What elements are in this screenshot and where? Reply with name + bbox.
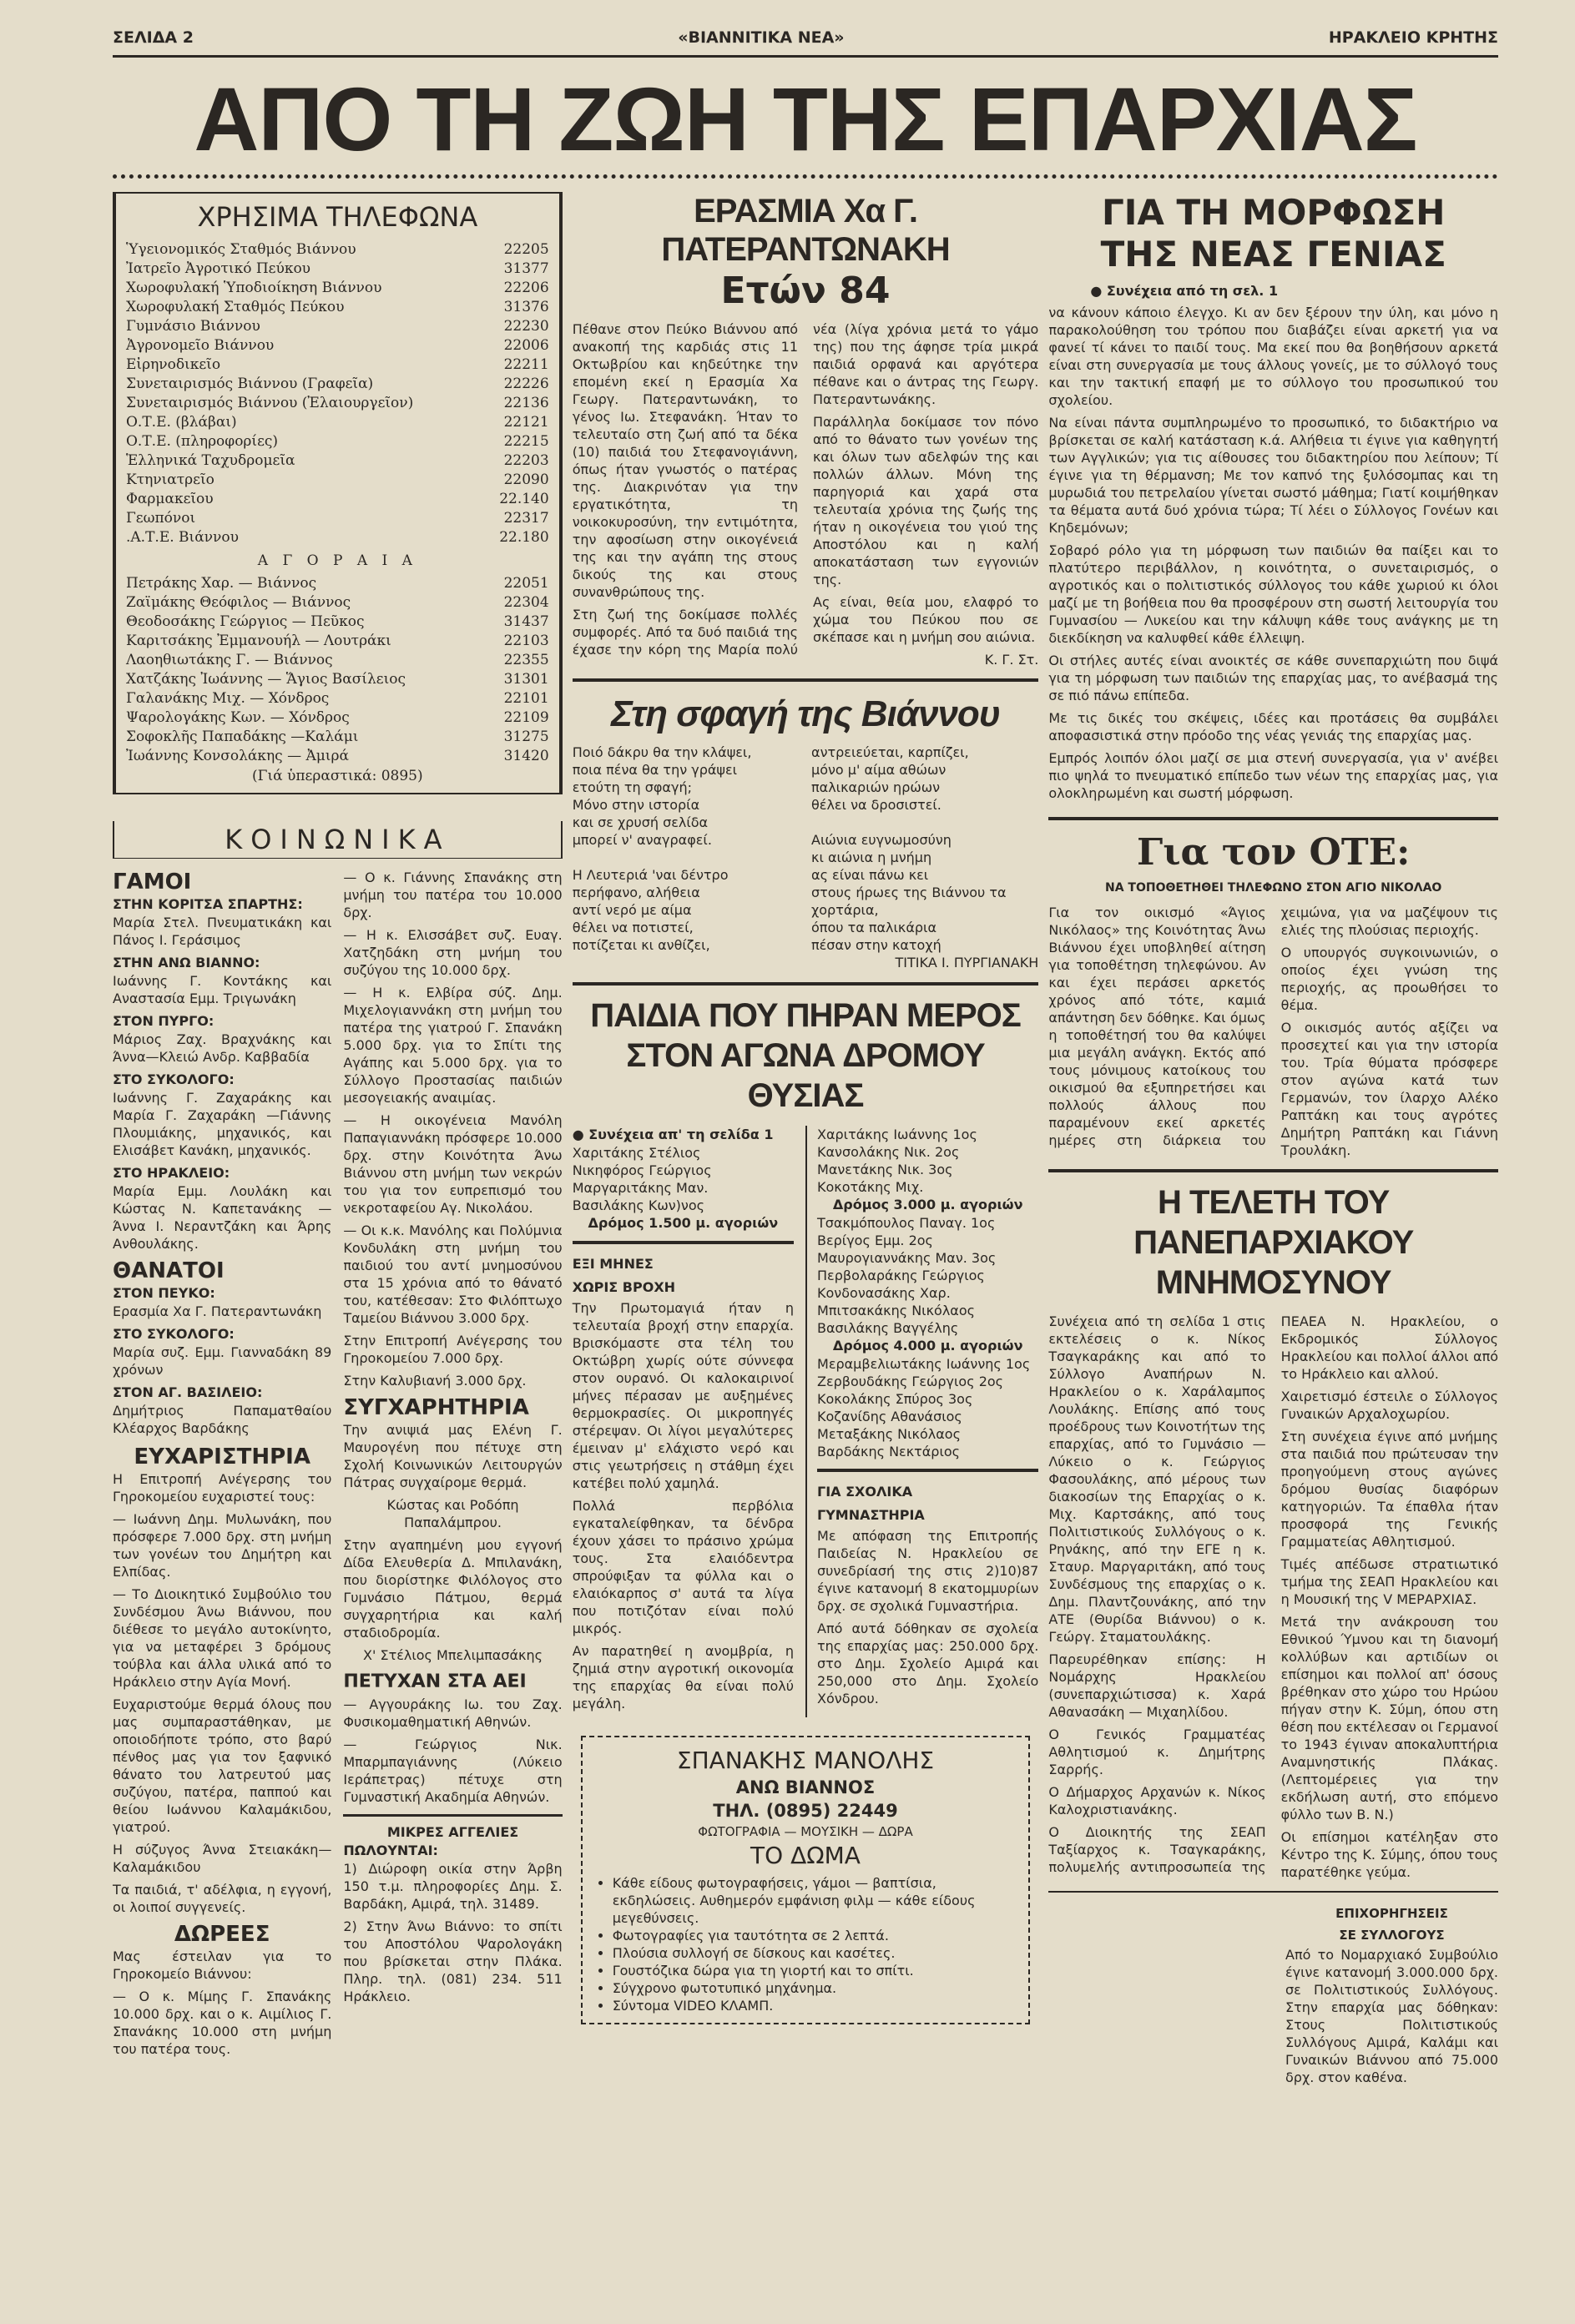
newspaper-name: «ΒΙΑΝΝΙΤΙΚΑ ΝΕΑ» [678, 28, 845, 47]
poem-title: Στη σφαγή της Βιάννου [611, 693, 1000, 734]
ad-name: ΣΠΑΝΑΚΗΣ ΜΑΝΟΛΗΣ [676, 1747, 935, 1774]
congrats-text: Την ανιψιά μας Ελένη Γ. Μαυρογένη που πέτυχε στη Σχολή Κοινωνικών Λειτουργών Πάτρας συγχαίρομε θερμά. [343, 1422, 563, 1490]
ad-bullet: • Φωτογραφίες για ταυτότητα σε 2 λεπτά. [613, 1927, 1017, 1944]
page-banner: ΑΠΟ ΤΗ ΖΩΗ ΤΗΣ ΕΠΑΡΧΙΑΣ [194, 68, 1417, 169]
phone-row [126, 298, 549, 317]
phone-number: 22355 [503, 652, 549, 668]
ote-subtitle: ΝΑ ΤΟΠΟΘΕΤΗΘΕΙ ΤΗΛΕΦΩΝΟ ΣΤΟΝ ΑΓΙΟ ΝΙΚΟΛΑΟ [1105, 881, 1442, 895]
thanks-text: — Το Διοικητικό Συμβούλιο του Συνδέσμου Άνω Βιάννου, που διέθεσε το μεγάλο αυτοκίνητο, για να μεταφέρει 3 δρόμους τούβλα και άλλα υλικά από το Ηράκλειο στην Αγία Μονή. [113, 1586, 332, 1690]
thanks-text: Η σύζυγος Άννα Στειακάκη—Καλαμάκιδου [113, 1842, 332, 1875]
poem [573, 692, 1039, 972]
drought-paragraph: Πολλά περβόλια εγκαταλείφθηκαν, τα δένδρα έχουν χάσει το πράσινο χρώμα τους. Στα ελαιόδεντρα σπρούφιξαν τα φύλλα και ο ελαιόκαρπος σ' αυτά τα λίγα που ποτιζόταν είναι πολύ μικρός. [572, 1498, 795, 1636]
phone-row [126, 593, 549, 613]
continued-note: ● Συνέχεια από τη σελ. 1 [1090, 283, 1279, 299]
classified-item: 1) Διώροφη οικία στην Άρβη 150 τ.μ. πληροφορίες Δημ. Σ. Βαρδάκη, Αμιρά, τηλ. 31489. [343, 1861, 563, 1912]
ad-bullet: • Κάθε είδους φωτογραφήσεις, γάμοι — βαπτίσια, εκδηλώσεις. Αυθημερόν εμφάνιση φιλμ — κάθε είδους μεγεθύνσεις. [613, 1874, 1017, 1927]
phone-row [126, 451, 549, 471]
divider [817, 1469, 1038, 1472]
donation-text: — Ο κ. Γιάννης Σπανάκης στη μνήμη του πατέρα του 10.000 δρχ. [343, 870, 563, 920]
ote-paragraph: Ο οικισμός αυτός αξίζει να προσεχτεί και για την ιστορία του. Τρία θύματα πρόσφερε στον αγώνα κατά των Γερμανών, τον ίλαρχο Αλέκο Ραπτάκη και τους αγρότες Δημήτρη Ραπτάκη και Γιάννη Τρουλάκη. [1280, 1020, 1499, 1158]
donation-text: — Η κ. Ελισσάβετ συζ. Ευαγ. Χατζηδάκη στη μνήμη του συζύγου της 10.000 δρχ. [343, 927, 563, 978]
runner-name: Κονδονασάκης Χαρ. [817, 1285, 951, 1301]
thanks-text: Η Επιτροπή Ανέγερσης του Γηροκομείου ευχαριστεί τους: [113, 1471, 332, 1505]
ad-bullet: • Σύντομα VIDEO ΚΛΑΜΠ. [613, 1997, 1017, 2014]
useful-phones-box [113, 192, 563, 794]
phone-number: 22226 [503, 376, 549, 392]
education-paragraph: Σοβαρό ρόλο για τη μόρφωση των παιδιών θα παίξει και το πλατύτερο περιβάλλον, η κοινότητα, ο συνεταιρισμός, ο αγροτικός και ο πολιτιστικός σύλλογος του κάθε χωριού κι όλοι μαζί με τη βοήθεια που θα προσφέρουν στη σωστή λειτουργία του Γυμνασίου — Λυκείου και την κάλυψη κάθε τους ανάγκης με τη διεκδίκηση να καλυφθεί κάθε έλλειψη. [1048, 542, 1499, 646]
race-heading: Δρόμος 4.000 μ. αγοριών [832, 1338, 1023, 1354]
phone-number: 31301 [503, 671, 549, 688]
divider [1048, 1169, 1498, 1172]
classifieds-title: ΜΙΚΡΕΣ ΑΓΓΕΛΙΕΣ [386, 1824, 519, 1840]
phone-row [126, 260, 549, 279]
weddings-title: ΓΑΜΟΙ [113, 870, 192, 895]
race-heading: Δρόμος 3.000 μ. αγοριών [832, 1197, 1023, 1212]
phone-row [126, 632, 549, 651]
runner-name: Κοζανίδης Αθανάσιος [817, 1409, 962, 1424]
phone-name: Γεωπόνοι [126, 510, 196, 527]
phone-number: 22121 [503, 414, 549, 431]
ceremony-paragraph: Ο Γενικός Γραμματέας Αθλητισμού κ. Δημήτρης Σαρρής. [1048, 1727, 1266, 1777]
congrats-title: ΣΥΓΧΑΡΗΤΗΡΙΑ [343, 1395, 529, 1420]
phone-row [126, 413, 549, 432]
entry-text: Μαρία Εμμ. Λουλάκη και Κώστας Ν. Καπετανάκης — Άννα Ι. Νεραντζάκη και Άρης Ανθουλάκης. [113, 1183, 332, 1252]
education-paragraph: Εμπρός λοιπόν όλοι μαζί σε μια στενή συνεργασία, για ν' ανέβει πιο ψηλά το πνευματικό επίπεδο των νέων της επαρχίας μας, για ολοκληρωμένη και σωστή μόρφωση. [1048, 750, 1499, 801]
phone-number: 22215 [503, 433, 549, 450]
phone-name: Λαοηθιωτάκης Γ. — Βιάννος [126, 652, 333, 668]
phone-row [126, 490, 549, 509]
gyms-article [817, 1480, 1038, 1707]
phone-row [126, 355, 549, 375]
divider [1048, 1891, 1498, 1893]
ceremony-body [1048, 1313, 1498, 1881]
phones-list [126, 240, 549, 547]
deaths-title: ΘΑΝΑΤΟΙ [113, 1258, 225, 1283]
donation-text: — Η κ. Ελβίρα σύζ. Δημ. Μιχελογιαννάκη στη μνήμη του πατέρα της γιατρού Γ. Σπανάκη 5.000 δρχ. για το Σπίτι της Αγάπης και 5.000 δρχ. για το Σύλλογο Προστασίας παιδιών μεσογειακής αναιμίας. [343, 985, 563, 1106]
ote-article [1048, 830, 1498, 1159]
race-left [573, 1126, 794, 1233]
entry-place: ΣΤΗΝ ΚΟΡΙΤΣΑ ΣΠΑΡΤΗΣ: [113, 896, 303, 912]
runner-name: Μεταξάκης Νικόλαος [817, 1426, 961, 1442]
runner-name: Μπιτσακάκης Νικόλαος [817, 1303, 976, 1318]
social-left-column [113, 869, 331, 2063]
obituary-title: ΕΡΑΣΜΙΑ Χα Γ. ΠΑΤΕΡΑΝΤΩΝΑΚΗ [661, 193, 950, 268]
education-paragraph: να κάνουν κάποιο έλεγχο. Κι αν δεν ξέρουν την ύλη, και μόνο η παρακολούθηση του τρόπου που διαβάζει είναι αρκετή για να φανεί τί κάνει το παιδί τους. Μα εκεί που θα βοηθήσουν αρκετά είναι στη συνεργασία με τους άλλους γονείς, με το σύλλογό τους και την τακτική επαφή με το σύλλογο του προσωπικού του σχολείου. [1048, 305, 1499, 408]
taxis-list [126, 574, 549, 766]
social-title: ΚΟΙΝΩΝΙΚΑ [113, 821, 563, 859]
social-right-column [343, 869, 562, 2063]
divider [573, 678, 1039, 682]
phone-row [126, 375, 549, 394]
gyms-paragraph: Από αυτά δόθηκαν σε σχολεία της επαρχίας μας: 250.000 δρχ. στο Δημ. Σχολείο Αμιρά και 250,000 στο Δημ. Σχολείο Χόνδρου. [817, 1621, 1039, 1706]
drought-paragraph: Την Πρωτομαγιά ήταν η τελευταία βροχή στην επαρχία. Βρισκόμαστε στα τέλη του Οκτώβρη χωρίς ούτε σύννεφα στον ουρανό. Οι καλοκαιρινοί μήνες πέρασαν με αυξημένες θερμοκρασίες. Οι μικροπηγές στέρεψαν. Οι λίγοι μεγαλύτερες έμειναν μ' ελάχιστο νερό και στις γεωτρήσεις η στάθμη έχει κατέβει πολύ χαμηλά. [572, 1300, 795, 1491]
race-title-line: ΣΤΟΝ ΑΓΩΝΑ ΔΡΟΜΟΥ ΘΥΣΙΑΣ [626, 1037, 985, 1114]
entry-place: ΣΤΟΝ ΠΥΡΓΟ: [113, 1013, 215, 1029]
thanks-text: Τα παιδιά, τ' αδέλφια, η εγγονή, οι λοιποί συγγενείς. [113, 1882, 332, 1915]
phone-name: Ἰατρεῖο Ἀγροτικό Πεύκου [126, 260, 311, 277]
phone-row [126, 240, 549, 260]
aei-text: — Αγγουράκης Ιω. του Ζαχ. Φυσικομαθηματική Αθηνών. [343, 1696, 563, 1730]
column-2 [573, 192, 1039, 2024]
ceremony-paragraph: Στη συνέχεια έγινε από μνήμης στα παιδιά που πρώτευσαν την προηγούμενη στους αγώνες δρόμου θυσίας διαφόρων κατηγοριών. Τα έπαθλα ήταν προσφορά της Γενικής Γραμματείας Αθλητισμού. [1280, 1429, 1499, 1550]
phone-row [126, 708, 549, 728]
donation-text: Στην Καλυβιανή 3.000 δρχ. [343, 1373, 527, 1389]
runner-name: Κοκολάκης Σπύρος 3ος [817, 1391, 973, 1407]
phone-row [126, 651, 549, 670]
entry-place: ΣΤΟ ΗΡΑΚΛΕΙΟ: [113, 1165, 230, 1181]
phone-number: 22136 [503, 395, 549, 411]
congrats-text: Κώστας και Ροδόπη Παπαλάμπρου. [386, 1497, 519, 1530]
place-name: ΗΡΑΚΛΕΙΟ ΚΡΗΤΗΣ [1328, 28, 1498, 47]
grants-paragraph: Από το Νομαρχιακό Συμβούλιο έγινε κατανομή 3.000.000 δρχ. σε Πολιτιστικούς Συλλόγους. Στην επαρχία μας δόθηκαν: Στους Πολιτιστικούς Συλλόγους Αμιρά, Καλάμι και Γυναικών Βιάννου από 75.000 δρχ. στον καθένα. [1285, 1947, 1499, 2085]
runner-name: Βασιλάκης Βαγγέλης [817, 1320, 959, 1336]
drought-paragraph: Αν παρατηθεί η ανομβρία, η ζημιά στην αγροτική οικονομία της επαρχίας θα είναι πολύ μεγάλη. [572, 1643, 795, 1711]
entry-place: ΣΤΟ ΣΥΚΟΛΟΓΟ: [113, 1071, 235, 1087]
ceremony-paragraph: Τιμές απέδωσε στρατιωτικό τμήμα της ΣΕΑΠ Ηρακλείου και η Μουσική της V ΜΕΡΑΡΧΙΑΣ. [1280, 1556, 1499, 1607]
runner-name: Μαργαριτάκης Μαν. [572, 1180, 709, 1196]
ceremony-paragraph: Ο Δήμαρχος Αρχανών κ. Νίκος Καλοχριστιανάκης. [1048, 1784, 1266, 1817]
entry-text: Ερασμία Χα Γ. Πατεραντωνάκη [113, 1303, 322, 1319]
phone-number: 31420 [503, 748, 549, 764]
phone-number: 22103 [503, 633, 549, 649]
phone-row [126, 471, 549, 490]
phone-number: 22101 [503, 690, 549, 707]
banner-divider [113, 174, 1498, 184]
entry-place: ΣΤΟΝ ΑΓ. ΒΑΣΙΛΕΙΟ: [113, 1384, 263, 1400]
runner-name: Βασιλάκης Κων)νος [572, 1197, 705, 1213]
entry-text: Ιωάννης Γ. Κοντάκης και Αναστασία Εμμ. Τριγωνάκη [113, 973, 332, 1006]
obituary-paragraph: Στη ζωή της δοκίμασε πολλές συμφορές. Από τα δυό παιδιά της έχασε την κόρη της Μαρία πολύ νέα (λίγα χρόνια μετά το γάμο της) που της άφησε τρία μικρά παιδιά ορφανά και αργότερα πέθανε και ο άντρας της Γεωργ. Πατεραντωνάκης. [572, 321, 1039, 658]
congrats-text: Στην αγαπημένη μου εγγονή Δίδα Ελευθερία Δ. Μπιλανάκη, που διορίστηκε Φιλόλογος στο Γυμνάσιο Πάτμου, θερμά συγχαρητήρια και καλή σταδιοδρομία. [343, 1537, 563, 1641]
ceremony-paragraph: Μετά την ανάκρουση του Εθνικού Ύμνου και τη διανομή κολλύβων και αρτιδίων οι επίσημοι και πολλοί απ' όσους βρέθηκαν στο χώρο του Ηρώου πήγαν στην Κ. Σύμη, όπου στη θέση που εκτέλεσαν οι Γερμανοί το 1943 έγιναν αποκαλυπτήρια Αναμνηστικής Πλάκας. (Λεπτομέρειες για την εκδήλωση αυτή, στο επόμενο φύλλο των Β. Ν.) [1280, 1614, 1499, 1822]
phone-number: 22006 [503, 337, 549, 354]
phone-number: 22090 [503, 471, 549, 488]
ad-place: ΑΝΩ ΒΙΑΝΝΟΣ [735, 1777, 876, 1797]
runner-name: Περβολαράκης Γεώργιος [817, 1268, 985, 1283]
column-1 [113, 192, 563, 2063]
grants-article [1285, 1903, 1498, 2091]
entry-text: Δημήτριος Παπαματθαίου Κλέαρχος Βαρδάκης [113, 1403, 332, 1436]
ad-services: ΦΩΤΟΓΡΑΦΙΑ — ΜΟΥΣΙΚΗ — ΔΩΡΑ [698, 1824, 913, 1839]
phone-name: Χωροφυλακή Σταθμός Πεύκου [126, 299, 345, 315]
ceremony-paragraph: Παρευρέθηκαν επίσης: Η Νομάρχης Ηρακλείου (συνεπαρχιώτισσα) κ. Χαρά Αθανασάκη — Μιχαηλίδου. [1048, 1651, 1266, 1720]
race-section [573, 1126, 1039, 1717]
divider [573, 982, 1039, 986]
runner-name: Κοκοτάκης Μιχ. [817, 1179, 924, 1195]
ceremony-paragraph: Χαιρετισμό έστειλε ο Σύλλογος Γυναικών Αρχαλοχωρίου. [1280, 1389, 1499, 1422]
gyms-paragraph: Με απόφαση της Επιτροπής Παιδείας Ν. Ηρακλείου σε συνεδρίασή της στις 2)10)87 έγινε κατανομή 8 εκατομμυρίων δρχ. σε σχολικά Γυμναστήρια. [817, 1528, 1039, 1614]
phone-name: Γαλανάκης Μιχ. — Χόνδρος [126, 690, 330, 707]
ad-bullet: • Πλούσια συλλογή σε δίσκους και κασέτες. [613, 1944, 1017, 1962]
phone-number: 22317 [503, 510, 549, 527]
phone-row [126, 509, 549, 528]
aei-text: — Γεώργιος Νικ. Μπαρμπαγιάννης (Λύκειο Ιεράπετρας) πέτυχε στη Γυμναστική Ακαδημία Αθηνών. [343, 1737, 563, 1805]
page-header [113, 28, 1498, 58]
ad-bullet: • Γουστόζικα δώρα για τη γιορτή και το σπίτι. [613, 1962, 1017, 1979]
classified-item: 2) Στην Άνω Βιάννο: το σπίτι του Αποστόλου Ψαρολογάκη που βρίσκεται στην Πλάκα. Πληρ. τηλ. (081) 234. 511 Ηράκλειο. [343, 1918, 563, 2004]
phone-number: 31275 [503, 728, 549, 745]
race-left-and-articles [573, 1126, 794, 1717]
runner-name: Χαριτάκης Στέλιος [572, 1145, 701, 1161]
phone-name: Χωροφυλακή Ὑποδιοίκηση Βιάννου [126, 280, 382, 296]
classifieds-subtitle: ΠΩΛΟΥΝΤΑΙ: [343, 1843, 438, 1858]
donation-text: — Η οικογένεια Μανόλη Παπαγιαννάκη πρόσφερε 10.000 δρχ. στην Κοινότητα Άνω Βιάννου στη μνήμη των νεκρών του για τον ευπρεπισμό του νεκροταφείου Αγ. Νικολάου. [343, 1112, 563, 1216]
classifieds [343, 1814, 562, 2005]
obituary-paragraph: Παράλληλα δοκίμασε τον πόνο από το θάνατο των γονέων της και όλων των αδελφών της και πολλών άλλων. Μόνη της παρηγοριά και χαρά στα τελευταία χρόνια της ζωής της ήταν η οικογένεια του γιού της Αποστόλου και η καλή αποκατάσταση των εγγονιών της. [813, 414, 1039, 587]
education-paragraph: Με τις δικές του σκέψεις, ιδέες και προτάσεις θα συμβάλει αποφασιστικά στην πρόοδο της νέας γενιάς της επαρχίας μας. [1048, 710, 1499, 744]
entry-place: ΣΤΟ ΣΥΚΟΛΟΓΟ: [113, 1326, 235, 1342]
ceremony-title-line: ΠΑΝΕΠΑΡΧΙΑΚΟΥ ΜΝΗΜΟΣΥΝΟΥ [1133, 1224, 1414, 1301]
entry-text: Μαρία Στελ. Πνευματικάκη και Πάνος Ι. Γεράσιμος [113, 915, 332, 948]
column-3 [1048, 192, 1498, 2091]
social-section [113, 869, 563, 2063]
phone-number: 22109 [503, 709, 549, 726]
phone-row [126, 336, 549, 355]
phone-name: Συνεταιρισμός Βιάννου (Ἐλαιουργεῖον) [126, 395, 414, 411]
phone-name: Φαρμακεῖου [126, 491, 214, 507]
ad-shop: ΤΟ ΔΩΜΑ [750, 1842, 861, 1869]
phone-row [126, 747, 549, 766]
phone-name: Σοφοκλῆς Παπαδάκης —Καλάμι [126, 728, 359, 745]
continued-note: ● Συνέχεια απ' τη σελίδα 1 [572, 1127, 774, 1142]
congrats-text: Χ' Στέλιος Μπελιμπασάκης [363, 1647, 543, 1663]
taxi-title: Α Γ Ο Ρ Α Ι Α [257, 552, 417, 569]
phone-name: Εἰρηνοδικεῖο [126, 356, 221, 373]
ote-title: Για τον ΟΤΕ: [1136, 831, 1411, 874]
phone-name: Ψαρολογάκης Κων. — Χόνδρος [126, 709, 350, 726]
ceremony-title-line: Η ΤΕΛΕΤΗ ΤΟΥ [1158, 1184, 1390, 1221]
phone-row [126, 279, 549, 298]
donation-text: Στην Επιτροπή Ανέγερσης του Γηροκομείου 7.000 δρχ. [343, 1333, 563, 1366]
poem-left: Ποιό δάκρυ θα την κλάψει, ποια πένα θα την γράψει ετούτη τη σφαγή; Μόνο στην ιστορία και σε χρυσή σελίδα μπορεί ν' αναγραφεί. Η Λευτεριά 'ναι δέντρο περήφανο, αλήθεια αντί νερό με αίμα θέλει να ποτιστεί, ποτίζεται κι ανθίζει, [572, 744, 752, 953]
race-right-and-articles [805, 1126, 1038, 1717]
race-heading: Δρόμος 1.500 μ. αγοριών [588, 1215, 779, 1231]
phone-name: Καριτσάκης Ἐμμανουήλ — Λουτράκι [126, 633, 391, 649]
phone-name: Κτηνιατρεῖο [126, 471, 215, 488]
race-title [573, 996, 1039, 1116]
phone-name: Ἀγρονομεῖο Βιάννου [126, 337, 275, 354]
obituary-subtitle: Ετών 84 [720, 270, 891, 312]
phone-name: Ἑλληνικά Ταχυδρομεῖα [126, 452, 295, 469]
phone-number: 22304 [503, 594, 549, 611]
education-paragraph: Οι στήλες αυτές είναι ανοικτές σε κάθε συνεπαρχιώτη που διψά για τη μόρφωση των παιδιών της επαρχίας μας, το ανέβασμά της σε πιό πάνω επίπεδα. [1048, 653, 1499, 703]
phones-note: (Γιά ὑπεραστικά: 0895) [252, 768, 423, 784]
phone-row [126, 317, 549, 336]
ceremony-paragraph: Οι επίσημοι κατέληξαν στο Κέντρο της Κ. Σύμης, όπου τους παρατέθηκε γεύμα. [1280, 1829, 1499, 1880]
phone-name: Ο.Τ.Ε. (βλάβαι) [126, 414, 237, 431]
gyms-title: ΓΙΑ ΣΧΟΛΙΚΑ ΓΥΜΝΑΣΤΗΡΙΑ [817, 1484, 925, 1523]
phone-number: 22.180 [499, 529, 549, 546]
entry-place: ΣΤΗΝ ΑΝΩ ΒΙΑΝΝΟ: [113, 955, 260, 970]
phone-name: Χατζάκης Ἰωάννης — Ἅγιος Βασίλειος [126, 671, 406, 688]
phone-name: Ὑγειονομικός Σταθμός Βιάννου [126, 241, 356, 258]
phone-row [126, 528, 549, 547]
continued-text: Συνέχεια απ' τη σελίδα 1 [588, 1127, 774, 1142]
ad-phone: ΤΗΛ. (0895) 22449 [713, 1801, 898, 1821]
aei-title: ΠΕΤΥΧΑΝ ΣΤΑ ΑΕΙ [343, 1671, 527, 1692]
ote-paragraph: Ο υπουργός συγκοινωνιών, ο οποίος έχει γνώση της περιοχής, ας προωθήσει το θέμα. [1280, 945, 1499, 1013]
page-columns [113, 192, 1498, 2091]
divider [573, 1241, 794, 1244]
thanks-text: Ευχαριστούμε θερμά όλους που μας συμπαραστάθηκαν, με οποιοδήποτε τρόπο, στο βαρύ πένθος μας για τον ξαφνικό θάνατο του λατρευτού μας συζύγου, πατέρα, παππού και θείου Ιωάννου Καλαμάκιδου, γιατρού. [113, 1696, 332, 1835]
phone-name: Ζαϊμάκης Θεόφιλος — Βιάννος [126, 594, 351, 611]
phone-number: 22203 [503, 452, 549, 469]
phone-number: 31376 [503, 299, 549, 315]
phone-row [126, 728, 549, 747]
phone-number: 31377 [503, 260, 549, 277]
ad-bullet: • Σύγχρονο φωτοτυπικό μηχάνημα. [613, 1979, 1017, 1997]
drought-title: ΕΞΙ ΜΗΝΕΣ ΧΩΡΙΣ ΒΡΟΧΗ [572, 1256, 676, 1295]
phone-number: 22205 [503, 241, 549, 258]
runner-name: Μαυρογιαννάκης Μαν. 3ος [817, 1250, 997, 1266]
phone-name: Γυμνάσιο Βιάννου [126, 318, 260, 335]
ceremony-paragraph: Ο Διοικητής της ΣΕΑΠ Ταξίαρχος κ. Τσαγκαράκης, πολυμελής αντιπροσωπεία της ΠΕΑΕΑ Ν. Ηρακλείου, ο Εκδρομικός Σύλλογος Ηρακλείου και πολλοί άλλοι από το Ηράκλειο και αλλού. [1048, 1313, 1499, 1875]
runner-name: Χαριτάκης Ιωάννης 1ος [817, 1127, 977, 1142]
phone-row [126, 432, 549, 451]
education-paragraph: Να είναι πάντα συμπληρωμένο το προσωπικό, το διδακτήριο να βρίσκεται σε καλή κατάσταση κ.ά. Αλήθεια τι έγινε για καθηγητή των Αγγλικών; για τις αίθουσες του διδακτηρίου που λείπουν; Τί έγινε για τη θέρμανση; Με τον καπνό της ξυλόσομπας και τη μυρωδιά του πετρελαίου γίνεται σωστό μάθημα; Γιατί κοιμήθηκαν τα θέματα αυτά δυό χρόνια τώρα; Τί λέει ο Σύλλογος Γονέων και Κηδεμόνων; [1048, 415, 1499, 536]
phone-row [126, 394, 549, 413]
runner-name: Μανετάκης Νικ. 3ος [817, 1162, 953, 1177]
runner-name: Βερίγος Εμμ. 2ος [817, 1233, 933, 1248]
runner-name: Κανσολάκης Νικ. 2ος [817, 1144, 960, 1160]
phone-row [126, 613, 549, 632]
phone-name: Ο.Τ.Ε. (πληροφορίες) [126, 433, 279, 450]
phone-name: Συνεταιρισμός Βιάννου (Γραφεῖα) [126, 376, 374, 392]
entry-text: Ιωάννης Γ. Ζαχαράκης και Μαρία Γ. Ζαχαράκη —Γιάννης Πλουμιάκης, μηχανικός, και Ελισάβετ Κανάκη, μηχανικός. [113, 1090, 332, 1158]
runner-name: Τσακμόπουλος Παναγ. 1ος [817, 1215, 996, 1231]
education-article [1048, 192, 1498, 807]
obituary-paragraph: Πέθανε στον Πεύκο Βιάννου από ανακοπή της καρδιάς στις 11 Οκτωβρίου και κηδεύτηκε την επομένη εκεί η Ερασμία Χα Γεωργ. Πατεραντωνάκη, το γένος Ιω. Στεφανάκη. Ήταν το τελευταίο στη ζωή από τα δέκα (10) παιδιά του Στεφανογιάννη, όπως ήταν γνωστός ο πατέρας της. Διακρινόταν για την εργατικότητα, τη νοικοκυροσύνη, την εντιμότητα, την αφοσίωση στην οικογένειά της και την αγάπη της στους δικούς της και στους συνανθρώπους της. [572, 321, 798, 600]
phone-number: 22211 [503, 356, 549, 373]
phone-number: 22206 [503, 280, 549, 296]
thanks-title: ΕΥΧΑΡΙΣΤΗΡΙΑ [134, 1444, 310, 1470]
phone-name: Θεοδοσάκης Γεώργιος — Πεῦκος [126, 613, 365, 630]
entry-text: Μάριος Ζαχ. Βραχνάκης και Άννα—Κλειώ Ανδρ. Καββαδία [113, 1031, 332, 1065]
poem-author: ΤΙΤΙΚΑ Ι. ΠΥΡΓΙΑΝΑΚΗ [895, 955, 1039, 970]
runner-name: Ζερβουδάκης Γεώργιος 2ος [817, 1374, 1004, 1389]
race-right [817, 1126, 1038, 1460]
obituary-article [573, 192, 1039, 668]
race-title-line: ΠΑΙΔΙΑ ΠΟΥ ΠΗΡΑΝ ΜΕΡΟΣ [590, 997, 1021, 1034]
drought-article [573, 1253, 794, 1712]
obituary-signature: Κ. Γ. Στ. [984, 652, 1039, 668]
runner-name: Μεραμβελιωτάκης Ιωάννης 1ος [817, 1356, 1031, 1372]
entry-place: ΣΤΟΝ ΠΕΥΚΟ: [113, 1285, 215, 1301]
phone-number: 22051 [503, 575, 549, 592]
ceremony-paragraph: Συνέχεια από τη σελίδα 1 στις εκτελέσεις ο κ. Νίκος Τσαγκαράκης και από το Σύλλογο Αναπήρων Ν. Ηρακλείου ο κ. Χαράλαμπος Λουλάκης. Επίσης από τους προέδρους των Κοινοτήτων της επαρχίας, από το Γυμνάσιο — Λύκειο ο κ. Γεώργιος Φασουλάκης, από μέρους των διακοσίων της Επαρχίας ο κ. Μιχ. Καρτσάκης, από τους Πολιτιστικούς Συλλόγους ο κ. Ρηνάκης, από την ΕΓΕ η κ. Σταυρ. Μαργαριτάκη, από τους Συνδέσμους της επαρχίας ο κ. Δημ. Πλαντζουνάκης, από την ΑΤΕ (Θυρίδα Βιάννου) ο κ. Γεώργ. Σταματουλάκης. [1048, 1313, 1266, 1645]
phone-number: 31437 [503, 613, 549, 630]
donations-title: ΔΩΡΕΕΣ [174, 1922, 270, 1947]
education-title: ΓΙΑ ΤΗ ΜΟΡΦΩΣΗ ΤΗΣ ΝΕΑΣ ΓΕΝΙΑΣ [1100, 192, 1446, 275]
obituary-paragraph: Ας είναι, θεία μου, ελαφρό το χώμα του Πεύκου που σε σκέπασε και η μνήμη σου αιώνια. [813, 594, 1039, 645]
ote-paragraph: Για τον οικισμό «Άγιος Νικόλαος» της Κοινότητας Άνω Βιάννου έχει υποβληθεί αίτηση για τοποθέτηση τηλεφώνου. Αν και έχει περάσει αρκετός χρόνος από τότε, καμιά απάντηση δεν δόθηκε. Και όμως η τοποθέτησή του θα καλύψει μια μεγάλη ανάγκη. Εκτός από τους μόνιμους κατοίκους του οικισμού θα εξυπηρετήσει και πολλούς άλλους που παραμένουν εκεί αρκετές ημέρες στη διάρκεια του χειμώνα, για να μαζέψουν τις ελιές της πλούσιας περιοχής. [1048, 905, 1499, 1148]
donation-text: Μας έστειλαν για το Γηροκομείο Βιάννου: [113, 1948, 332, 1982]
ceremony-title [1048, 1182, 1498, 1303]
phone-name: Πετράκης Χαρ. — Βιάννος [126, 575, 317, 592]
page-number: ΣΕΛΙΔΑ 2 [113, 28, 194, 47]
donation-text: — Ο κ. Μίμης Γ. Σπανάκης 10.000 δρχ. και ο κ. Αιμίλιος Γ. Σπανάκης 10.000 στη μνήμη του πατέρα τους. [113, 1989, 332, 2057]
phone-row [126, 689, 549, 708]
poem-right: αντρειεύεται, καρπίζει, μόνο μ' αίμα αθώων παλικαριών ηρώων θέλει να δροσιστεί. Αιώνια ευγνωμοσύνη κι αιώνια η μνήμη ας είναι πάνω κει στους ήρωες της Βιάννου τα χορτάρια, όπου τα παλικάρια πέσαν στην κατοχή [811, 744, 1007, 953]
photo-shop-ad [581, 1736, 1031, 2024]
phone-name: Ἰωάννης Κονσολάκης — Ἀμιρά [126, 748, 349, 764]
donation-text: — Οι κ.κ. Μανόλης και Πολύμνια Κονδυλάκη στη μνήμη του παιδιού του αντί μνημοσύνου στα 15 χρόνια από το θάνατό του, κατέθεσαν: Στο Φιλόπτωχο Ταμείου Βιάννου 3.000 δρχ. [343, 1222, 563, 1326]
divider [1048, 817, 1498, 820]
phone-row [126, 574, 549, 593]
phones-title: ΧΡΗΣΙΜΑ ΤΗΛΕΦΩΝΑ [197, 201, 478, 233]
runner-name: Νικηφόρος Γεώργιος [572, 1162, 712, 1178]
phone-row [126, 670, 549, 689]
phone-name: .Α.Τ.Ε. Βιάννου [126, 529, 239, 546]
grants-title: ΕΠΙΧΟΡΗΓΗΣΕΙΣ ΣΕ ΣΥΛΛΟΓΟΥΣ [1335, 1906, 1448, 1943]
phone-number: 22.140 [499, 491, 549, 507]
runner-name: Βαρδάκης Νεκτάριος [817, 1444, 961, 1459]
phone-number: 22230 [503, 318, 549, 335]
thanks-text: — Ιωάννη Δημ. Μυλωνάκη, που πρόσφερε 7.000 δρχ. στη μνήμη των γονέων του Δημήτρη και Ελπίδας. [113, 1511, 332, 1580]
entry-text: Μαρία συζ. Εμμ. Γιανναδάκη 89 χρόνων [113, 1344, 332, 1378]
